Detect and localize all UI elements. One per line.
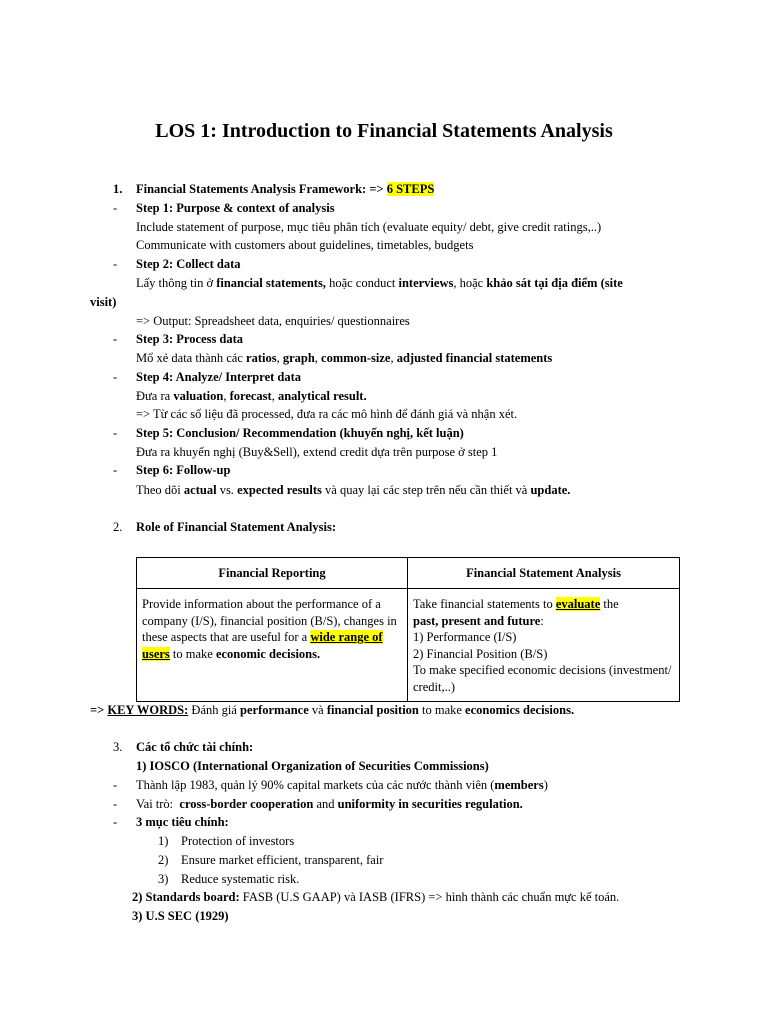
step-2-line-1-wrap: visit) — [90, 295, 117, 309]
page-title: LOS 1: Introduction to Financial Statements Analysis — [155, 120, 613, 142]
highlight-evaluate: evaluate — [555, 597, 601, 611]
highlight-6-steps: 6 STEPS — [386, 182, 435, 196]
step-4-line-2: => Từ các số liệu đã processed, đưa ra các mô hình để đánh giá và nhận xét. — [136, 407, 518, 421]
iosco-line-1: Thành lập 1983, quản lý 90% capital markets của các nước thành viên (members) — [136, 778, 548, 792]
section-1-heading — [136, 180, 434, 199]
section-1-number: 1. — [113, 182, 123, 196]
objective-number: 2) — [158, 853, 169, 867]
objective-number: 3) — [158, 872, 169, 886]
key-words-line: => KEY WORDS: Đánh giá performance và financial position to make economics decisions. — [90, 703, 575, 717]
step-5-title: Step 5: Conclusion/ Recommendation (khuyến nghị, kết luận) — [136, 426, 464, 440]
table-header-financial-statement-analysis: Financial Statement Analysis — [408, 558, 680, 589]
table-cell-financial-reporting: Provide information about the performance of a company (I/S), financial position (B/S), changes in these aspects that are useful for a wide range of users to make economic decisions. — [137, 589, 408, 702]
objectives-title: 3 mục tiêu chính: — [136, 815, 229, 829]
bullet: - — [113, 332, 118, 346]
bullet: - — [113, 815, 118, 829]
step-4-title: Step 4: Analyze/ Interpret data — [136, 370, 302, 384]
bullet: - — [113, 370, 118, 384]
objective-item: Ensure market efficient, transparent, fair — [181, 853, 384, 867]
iosco-line-2: Vai trò: cross-border cooperation and uniformity in securities regulation. — [136, 797, 523, 811]
bullet: - — [113, 426, 118, 440]
key-words-label: KEY WORDS: — [107, 703, 189, 717]
standards-board-line: 2) Standards board: FASB (U.S GAAP) và IASB (IFRS) => hình thành các chuẩn mực kế toán. — [132, 890, 620, 904]
bullet: - — [113, 463, 118, 477]
step-5-line-1: Đưa ra khuyến nghị (Buy&Sell), extend credit dựa trên purpose ở step 1 — [136, 445, 498, 459]
step-2-title: Step 2: Collect data — [136, 257, 241, 271]
step-1-title: Step 1: Purpose & context of analysis — [136, 201, 335, 215]
objective-number: 1) — [158, 834, 169, 848]
step-6-line-1: Theo dõi actual vs. expected results và quay lại các step trên nếu cần thiết và update. — [136, 483, 571, 497]
bullet: - — [113, 778, 118, 792]
us-sec-heading: 3) U.S SEC (1929) — [132, 909, 229, 923]
step-1-line-1: Include statement of purpose, mục tiêu phân tích (evaluate equity/ debt, give credit ratings,..) — [136, 220, 602, 234]
step-2-line-1: Lấy thông tin ở financial statements, hoặc conduct interviews, hoặc khảo sát tại địa điểm (site — [136, 276, 623, 290]
bullet: - — [113, 257, 118, 271]
highlight-wide-range-of-users: wide range of users — [142, 630, 383, 661]
iosco-heading: 1) IOSCO (International Organization of Securities Commissions) — [136, 759, 489, 773]
table-row — [137, 589, 680, 702]
section-2-number: 2. — [113, 520, 123, 534]
table-cell-financial-statement-analysis: Take financial statements to evaluate the past, present and future: 1) Performance (I/S) 2) Financial Position (B/S) To make specified economic decisions (investment/ credit,..) — [408, 589, 680, 702]
table-header-row — [137, 558, 680, 589]
table-header-financial-reporting: Financial Reporting — [137, 558, 408, 589]
section-3-heading: Các tổ chức tài chính: — [136, 740, 254, 754]
section-3-number: 3. — [113, 740, 123, 754]
objective-item: Protection of investors — [181, 834, 295, 848]
section-1-heading-text: Financial Statements Analysis Framework: => — [136, 182, 384, 196]
step-3-title: Step 3: Process data — [136, 332, 244, 346]
comparison-table — [136, 557, 680, 702]
section-2-heading: Role of Financial Statement Analysis: — [136, 520, 336, 534]
step-2-output: => Output: Spreadsheet data, enquiries/ questionnaires — [136, 314, 410, 328]
bullet: - — [113, 797, 118, 811]
bullet: - — [113, 201, 118, 215]
step-6-title: Step 6: Follow-up — [136, 463, 231, 477]
objective-item: Reduce systematic risk. — [181, 872, 300, 886]
step-3-line-1: Mổ xẻ data thành các ratios, graph, common-size, adjusted financial statements — [136, 351, 553, 365]
step-4-line-1: Đưa ra valuation, forecast, analytical result. — [136, 389, 367, 403]
step-1-line-2: Communicate with customers about guidelines, timetables, budgets — [136, 238, 474, 252]
